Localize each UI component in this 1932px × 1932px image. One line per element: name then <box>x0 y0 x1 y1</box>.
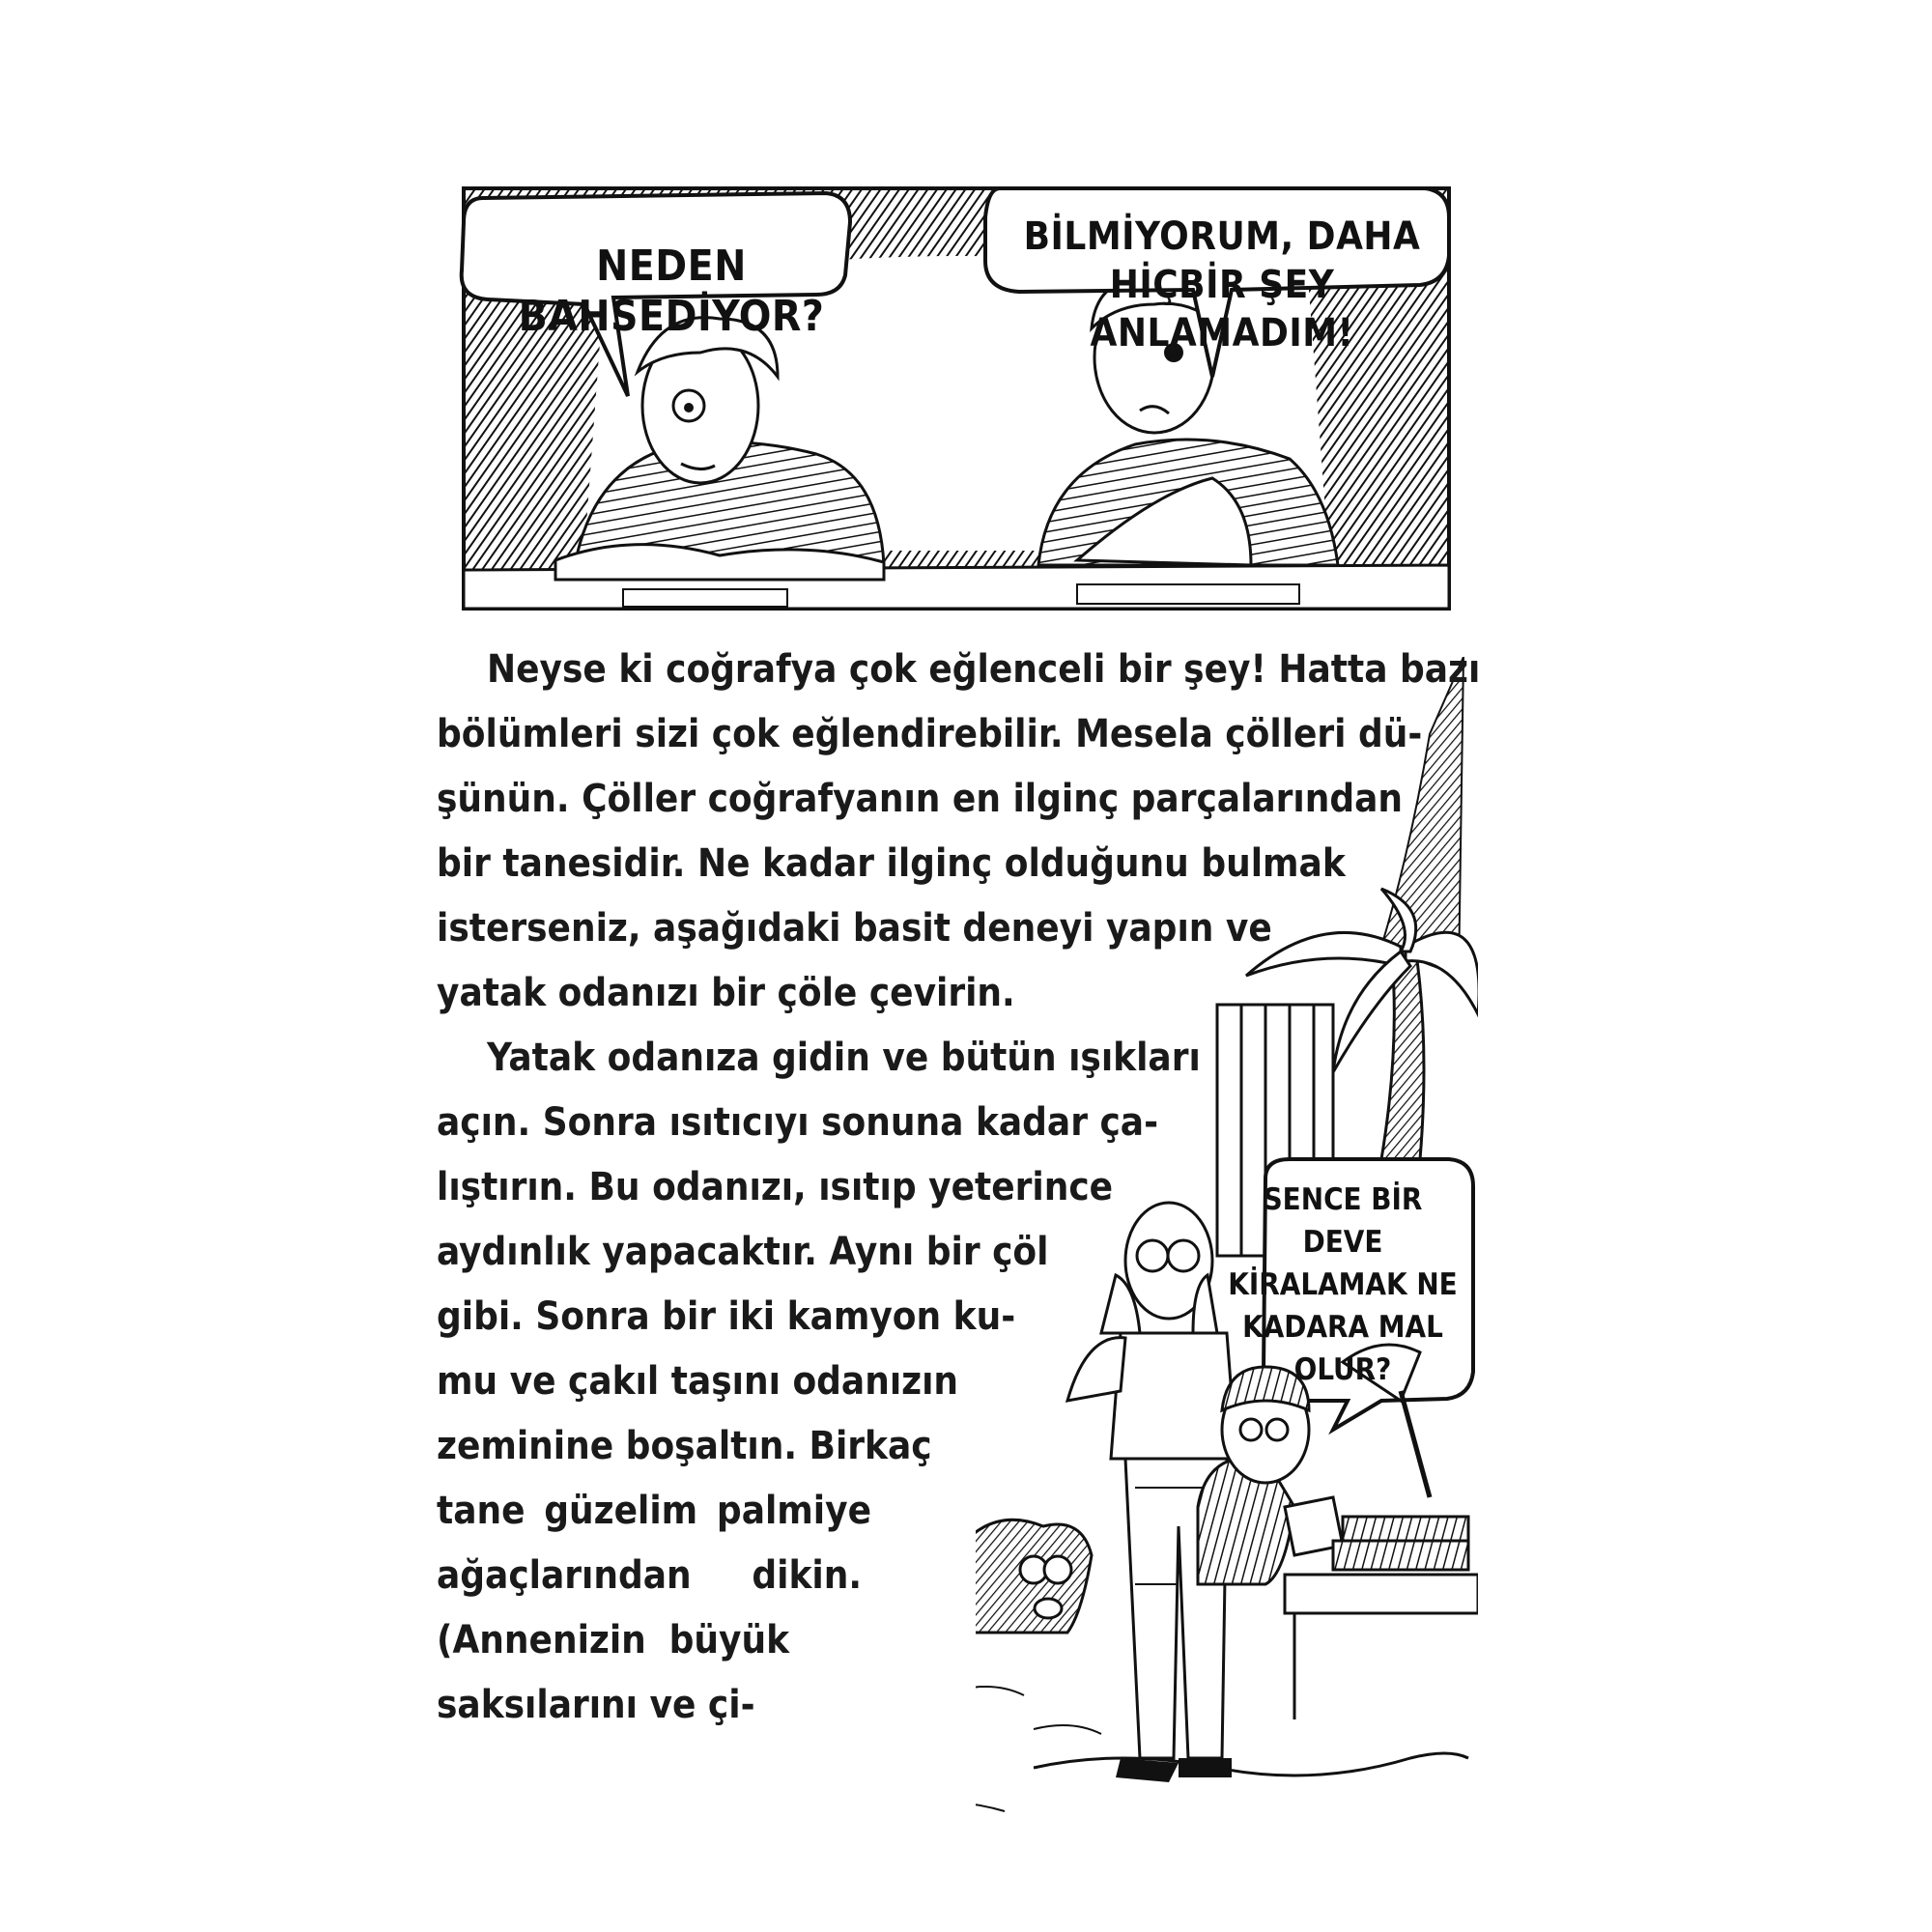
top-comic-panel <box>459 184 1454 613</box>
text-line: zeminine boşaltın. Birkaç <box>437 1424 932 1468</box>
text-line: (Annenizin büyük <box>437 1618 789 1662</box>
text-line: isterseniz, aşağıdaki basit deneyi yapın ve <box>437 906 1272 951</box>
text-line: bir tanesidir. Ne kadar ilginç olduğunu bulmak <box>437 841 1346 886</box>
text-line: Yatak odanıza gidin ve bütün ışıkları <box>487 1036 1201 1080</box>
text-line: gibi. Sonra bir iki kamyon ku- <box>437 1294 1016 1339</box>
text-line: saksılarını ve çi- <box>437 1683 755 1727</box>
bubble-bottom-line-5: OLUR? <box>1293 1352 1392 1387</box>
bubble-right-text <box>1000 213 1444 357</box>
bubble-bottom-line-4: KADARA MAL <box>1242 1310 1443 1345</box>
text-line: Neyse ki coğrafya çok eğlenceli bir şey! Hatta bazı <box>487 647 1481 692</box>
bubble-left-text: NEDEN BAHSEDİYOR? <box>518 242 825 341</box>
text-line: şünün. Çöller coğrafyanın en ilginç parçalarından <box>437 777 1404 821</box>
text-line: yatak odanızı bir çöle çevirin. <box>437 971 1015 1015</box>
bubble-bottom-line-1: SENCE BİR <box>1263 1182 1423 1217</box>
bubble-right-line-1: BİLMİYORUM, DAHA <box>1023 214 1421 259</box>
text-line: mu ve çakıl taşını odanızın <box>437 1359 959 1404</box>
text-line: bölümleri sizi çok eğlendirebilir. Mesela çölleri dü- <box>437 712 1423 756</box>
bubble-bottom-line-2: DEVE <box>1302 1225 1383 1260</box>
text-line: açın. Sonra ısıtıcıyı sonuna kadar ça- <box>437 1100 1159 1145</box>
text-line: lıştırın. Bu odanızı, ısıtıp yeterince <box>437 1165 1114 1209</box>
text-line: tane güzelim palmiye <box>437 1489 871 1533</box>
text-line: aydınlık yapacaktır. Aynı bir çöl <box>437 1230 1049 1274</box>
bubble-bottom-line-3: KİRALAMAK NE <box>1228 1267 1458 1302</box>
bubble-right-line-2: HİÇBİR ŞEY ANLAMADIM! <box>1090 263 1354 355</box>
body-paragraph <box>437 638 1481 1738</box>
text-line: ağaçlarından dikin. <box>437 1553 862 1598</box>
